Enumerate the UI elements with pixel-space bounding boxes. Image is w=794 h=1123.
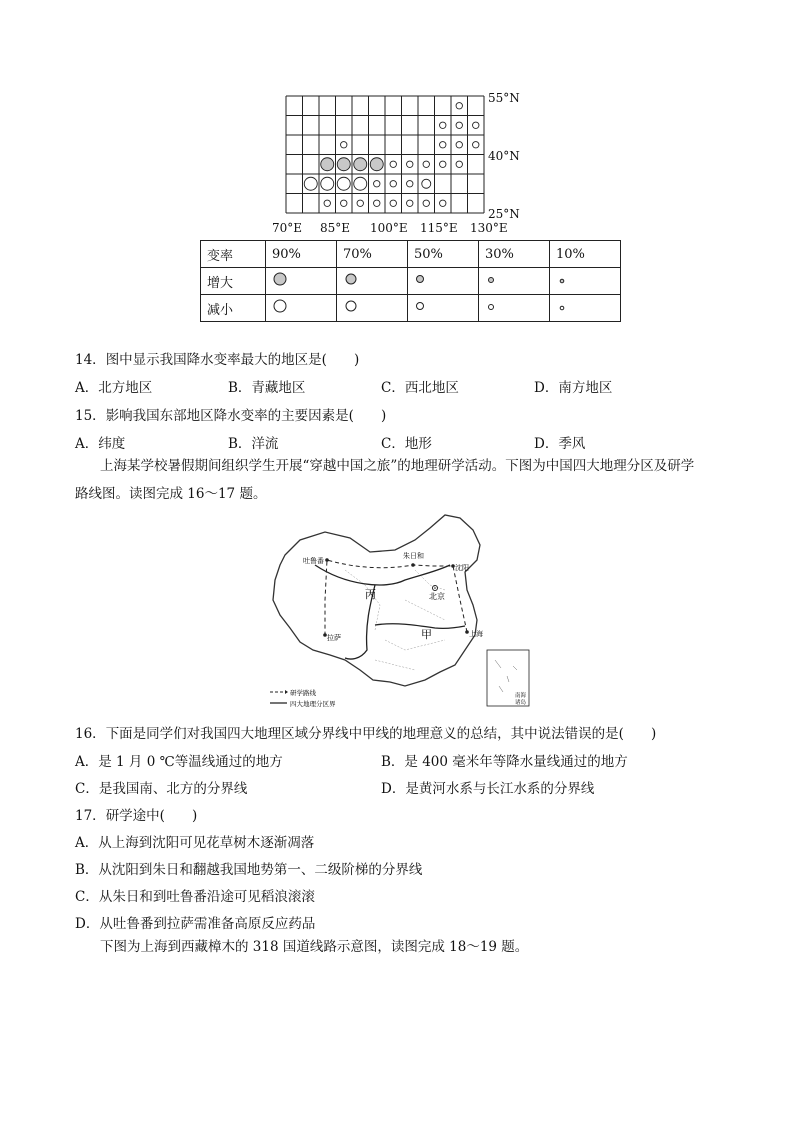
variability-symbol (321, 158, 334, 171)
q15-option-c[interactable]: C．地形 (381, 436, 432, 452)
place-lhasa: 拉萨 (327, 634, 341, 642)
q16-option-a[interactable]: A．是 1 月 0 ℃等温线通过的地方 (75, 754, 283, 770)
q16-option-b[interactable]: B．是 400 毫米年等降水量线通过的地方 (381, 754, 628, 770)
place-beijing: 北京 (429, 592, 445, 601)
variability-symbol (423, 200, 429, 206)
legend-header-cell: 变率 (201, 241, 266, 268)
variability-symbol (423, 161, 429, 167)
lat-label-55: 55°N (488, 91, 520, 105)
legend-symbol (408, 295, 479, 322)
variability-symbol (456, 142, 462, 148)
variability-symbol (370, 158, 383, 171)
variability-symbol (390, 181, 396, 187)
legend-symbol (408, 268, 479, 295)
variability-symbol (473, 142, 479, 148)
question-text: 影响我国东部地区降水变率的主要因素是( ) (105, 408, 387, 424)
question-number: 14． (75, 352, 106, 368)
variability-symbol (456, 103, 462, 109)
legend-increase-row (201, 268, 621, 295)
intro-16-17-line1: 上海某学校暑假期间组织学生开展“穿越中国之旅”的地理研学活动。下图为中国四大地理分区及研学 (100, 458, 695, 474)
q14-option-c[interactable]: C．西北地区 (381, 380, 459, 396)
variability-symbol (341, 142, 347, 148)
map-legend-route: 研学路线 (290, 689, 316, 697)
q15-option-b[interactable]: B．洋流 (228, 436, 279, 452)
variability-symbol (440, 200, 446, 206)
place-shanghai: 上海 (469, 630, 483, 638)
question-text: 图中显示我国降水变率最大的地区是( ) (105, 352, 360, 368)
question-text: 研学途中( ) (105, 808, 198, 824)
legend-header-cell: 10% (550, 241, 621, 268)
region-boundary (315, 565, 450, 585)
lon-label-70: 70°E (272, 221, 303, 235)
q14-option-d[interactable]: D．南方地区 (534, 380, 613, 396)
variability-symbol (341, 200, 347, 206)
inset-label-line1: 南海 (515, 693, 527, 699)
legend-header-cell: 50% (408, 241, 479, 268)
variability-symbol (440, 122, 446, 128)
inset-label-line2: 诸岛 (515, 700, 527, 706)
place-turpan: 吐鲁番 (303, 557, 324, 565)
variability-symbol (337, 158, 350, 171)
place-shenyang: 沈阳 (455, 564, 469, 572)
question-number: 17． (75, 808, 106, 824)
question-text: 下面是同学们对我国四大地理区域分界线中甲线的地理意义的总结，其中说法错误的是( ) (105, 726, 657, 742)
question-15 (75, 404, 386, 424)
question-16 (75, 722, 656, 742)
variability-symbol (422, 179, 431, 188)
variability-symbol (354, 177, 367, 190)
legend-symbol (266, 268, 337, 295)
q15-option-d[interactable]: D．季风 (534, 436, 586, 452)
question-17 (75, 804, 197, 824)
map-legend-boundary: 四大地理分区界 (290, 700, 336, 708)
legend-header-cell: 70% (337, 241, 408, 268)
question-14 (75, 348, 359, 368)
qinling-huaihe-boundary (375, 624, 465, 629)
intro-16-17-line2: 路线图。读图完成 16～17 题。 (75, 486, 267, 502)
variability-symbol (407, 181, 413, 187)
intro-18-19: 下图为上海到西藏樟木的 318 国道线路示意图，读图完成 18～19 题。 (100, 939, 529, 955)
q16-option-d[interactable]: D．是黄河水系与长江水系的分界线 (381, 781, 595, 797)
legend-symbol (337, 295, 408, 322)
q17-option-a[interactable]: A．从上海到沈阳可见花草树木逐渐凋落 (75, 835, 315, 851)
variability-symbol (473, 122, 479, 128)
variability-legend-table (200, 240, 621, 322)
q14-option-b[interactable]: B．青藏地区 (228, 380, 306, 396)
legend-decrease-row (201, 295, 621, 322)
lon-label-100: 100°E (370, 221, 408, 235)
legend-header-cell: 30% (479, 241, 550, 268)
china-regions-route-map (255, 510, 535, 710)
legend-increase-label: 增大 (201, 268, 266, 295)
lon-label-115: 115°E (420, 221, 458, 235)
lon-label-130: 130°E (470, 221, 508, 235)
variability-symbol (324, 200, 330, 206)
variability-symbol (407, 200, 413, 206)
variability-symbol (357, 200, 363, 206)
variability-symbol (456, 122, 462, 128)
legend-symbol (479, 295, 550, 322)
precipitation-variability-grid (270, 88, 530, 238)
q16-option-c[interactable]: C．是我国南、北方的分界线 (75, 781, 248, 797)
legend-decrease-label: 减小 (201, 295, 266, 322)
variability-symbol (337, 177, 350, 190)
variability-symbol (354, 158, 367, 171)
question-number: 15． (75, 408, 106, 424)
variability-symbol (390, 161, 396, 167)
lat-label-25: 25°N (488, 207, 520, 221)
variability-symbol (407, 161, 413, 167)
q17-option-c[interactable]: C．从朱日和到吐鲁番沿途可见稻浪滚滚 (75, 889, 315, 905)
variability-symbol (440, 161, 446, 167)
variability-symbol (304, 177, 317, 190)
q14-option-a[interactable]: A．北方地区 (75, 380, 153, 396)
region-label-bing: 丙 (365, 588, 376, 601)
q17-option-b[interactable]: B．从沈阳到朱日和翻越我国地势第一、二级阶梯的分界线 (75, 862, 423, 878)
legend-symbol (550, 268, 621, 295)
lon-label-85: 85°E (320, 221, 351, 235)
q15-option-a[interactable]: A．纬度 (75, 436, 126, 452)
lat-label-40: 40°N (488, 149, 520, 163)
question-number: 16． (75, 726, 106, 742)
q17-option-d[interactable]: D．从吐鲁番到拉萨需准备高原反应药品 (75, 916, 316, 932)
legend-symbol (337, 268, 408, 295)
legend-header-row (201, 241, 621, 268)
legend-header-cell: 90% (266, 241, 337, 268)
variability-symbol (456, 161, 462, 167)
variability-symbol (374, 200, 380, 206)
variability-symbol (440, 142, 446, 148)
legend-symbol (479, 268, 550, 295)
region-label-jia: 甲 (421, 628, 432, 641)
legend-symbol (266, 295, 337, 322)
variability-symbol (390, 200, 396, 206)
legend-symbol (550, 295, 621, 322)
variability-symbol (321, 177, 334, 190)
variability-symbol (374, 181, 380, 187)
place-zhurihe: 朱日和 (403, 552, 424, 560)
